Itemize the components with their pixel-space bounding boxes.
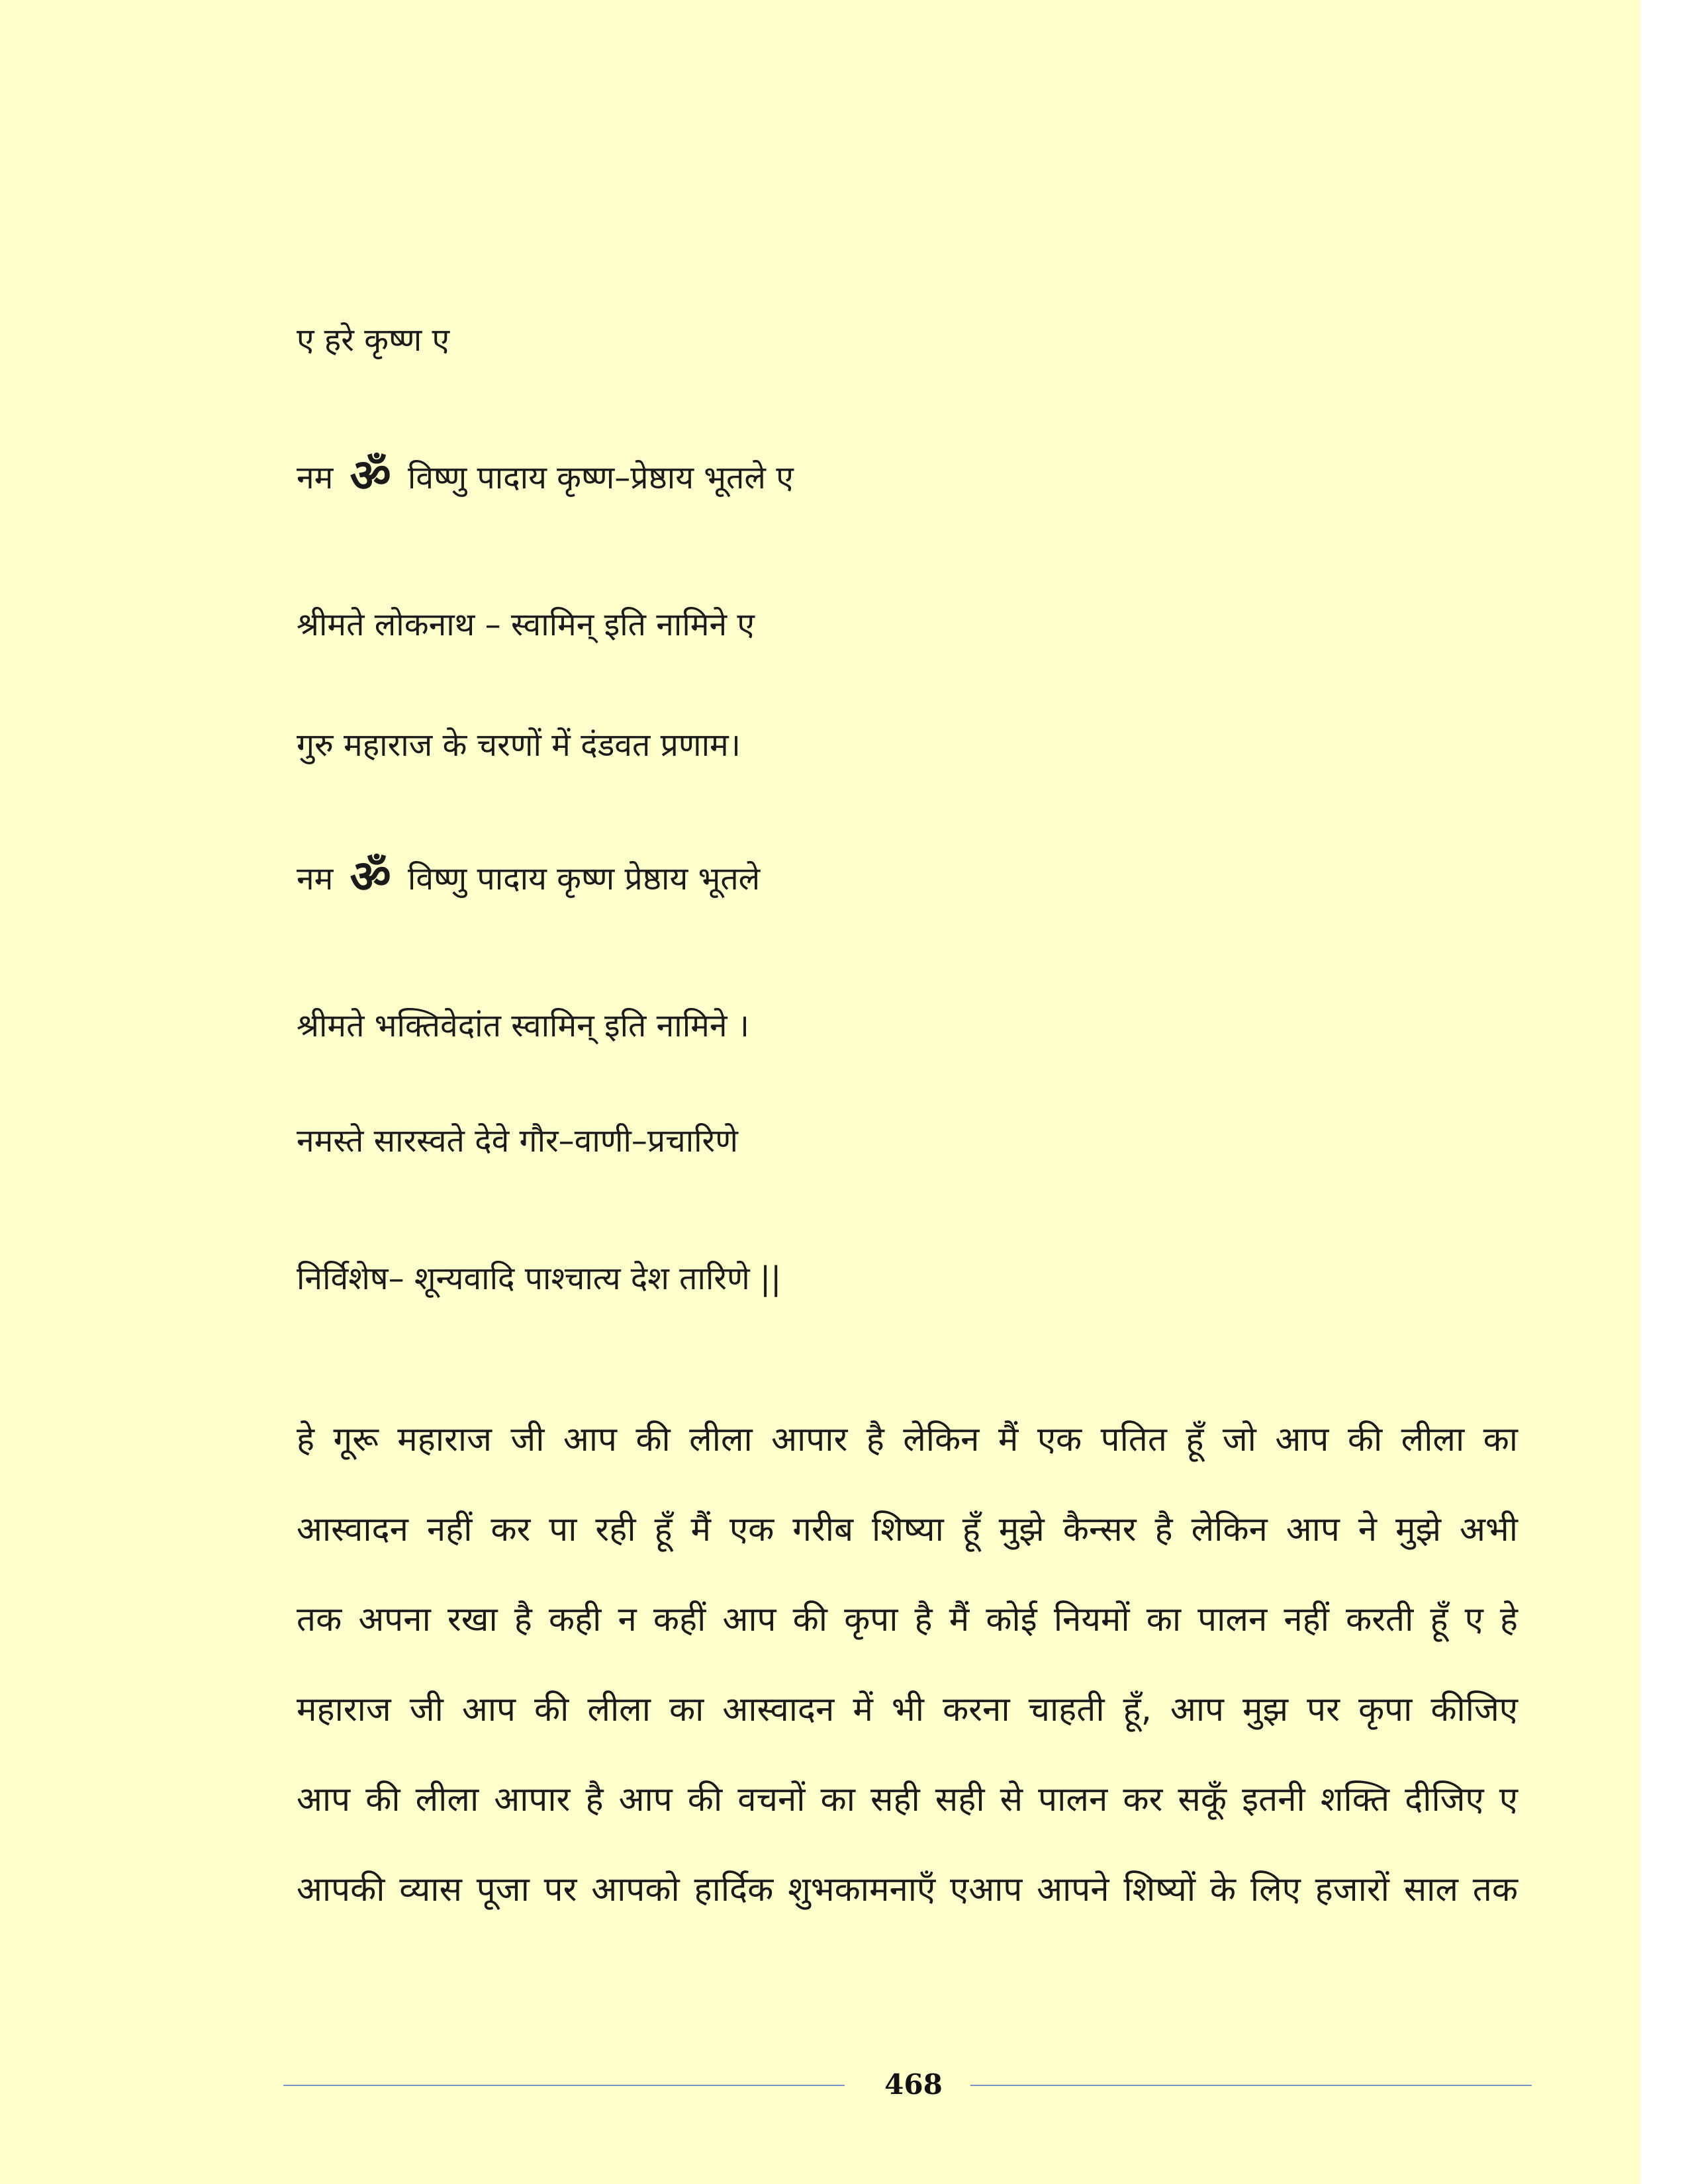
footer-rule-left: [283, 2085, 845, 2086]
page-number: 468: [884, 2068, 943, 2101]
verse-line-4: [297, 851, 761, 903]
verse-line-5-text: श्रीमते भक्तिवेदांत स्वामिन् इति नामिने ।: [297, 1007, 749, 1044]
paragraph-line: हे गूरू महाराज जी आप की लीला आपार है लेकिन मैं एक पतित हूँ जो आप की लीला का: [297, 1420, 1518, 1459]
footer-rule-right: [970, 2085, 1532, 2086]
verse-line-6-text: नमस्ते सारस्वते देवे गौर–वाणी–प्रचारिणे: [297, 1122, 738, 1160]
verse-line-3: [297, 725, 741, 765]
verse-heading-text: ए हरे कृष्ण ए: [297, 322, 450, 359]
om-symbol-icon: ॐ: [350, 450, 391, 502]
verse-line-7: [297, 1259, 781, 1298]
verse-line-1-text: विष्णु पादाय कृष्ण–प्रेष्ठाय भूतले ए: [407, 459, 794, 496]
verse-line-5: [297, 1006, 749, 1046]
paragraph-line: आपकी व्यास पूजा पर आपको हार्दिक शुभकामनाएँ एआप आपने शिष्यों के लिए हजारों साल तक: [297, 1870, 1518, 1909]
verse-line-2-text: श्रीमते लोकनाथ – स्वामिन् इति नामिने ए: [297, 606, 755, 643]
verse-line-4-text: विष्णु पादाय कृष्ण प्रेष्ठाय भूतले: [407, 860, 761, 897]
verse-line-7-text: निर्विशेष– शून्यवादि पाश्चात्य देश तारिणे ||: [297, 1260, 782, 1297]
verse-line-3-text: गुरु महाराज के चरणों में दंडवत प्रणाम।: [297, 727, 741, 764]
paragraph-line: महाराज जी आप की लीला का आस्वादन में भी करना चाहती हूँ, आप मुझ पर कृपा कीजिए: [297, 1690, 1518, 1729]
om-symbol-icon-2: ॐ: [350, 851, 391, 903]
verse-line-2: [297, 605, 755, 645]
verse-heading: [297, 320, 449, 360]
paragraph-line: तक अपना रखा है कही न कहीं आप की कृपा है मैं कोई नियमों का पालन नहीं करती हूँ ए हे: [297, 1600, 1518, 1639]
paragraph-line: आस्वादन नहीं कर पा रही हूँ मैं एक गरीब शिष्या हूँ मुझे कैन्सर है लेकिन आप ने मुझे अभी: [297, 1510, 1518, 1549]
verse-line-1: [297, 450, 794, 502]
verse-line-4-prefix: नम: [297, 860, 334, 897]
paragraph-line: आप की लीला आपार है आप की वचनों का सही सही से पालन कर सकूँ इतनी शक्ति दीजिए ए: [297, 1780, 1518, 1819]
verse-line-6: [297, 1121, 738, 1161]
body-paragraph: [297, 1395, 1518, 1935]
verse-line-1-prefix: नम: [297, 459, 334, 496]
